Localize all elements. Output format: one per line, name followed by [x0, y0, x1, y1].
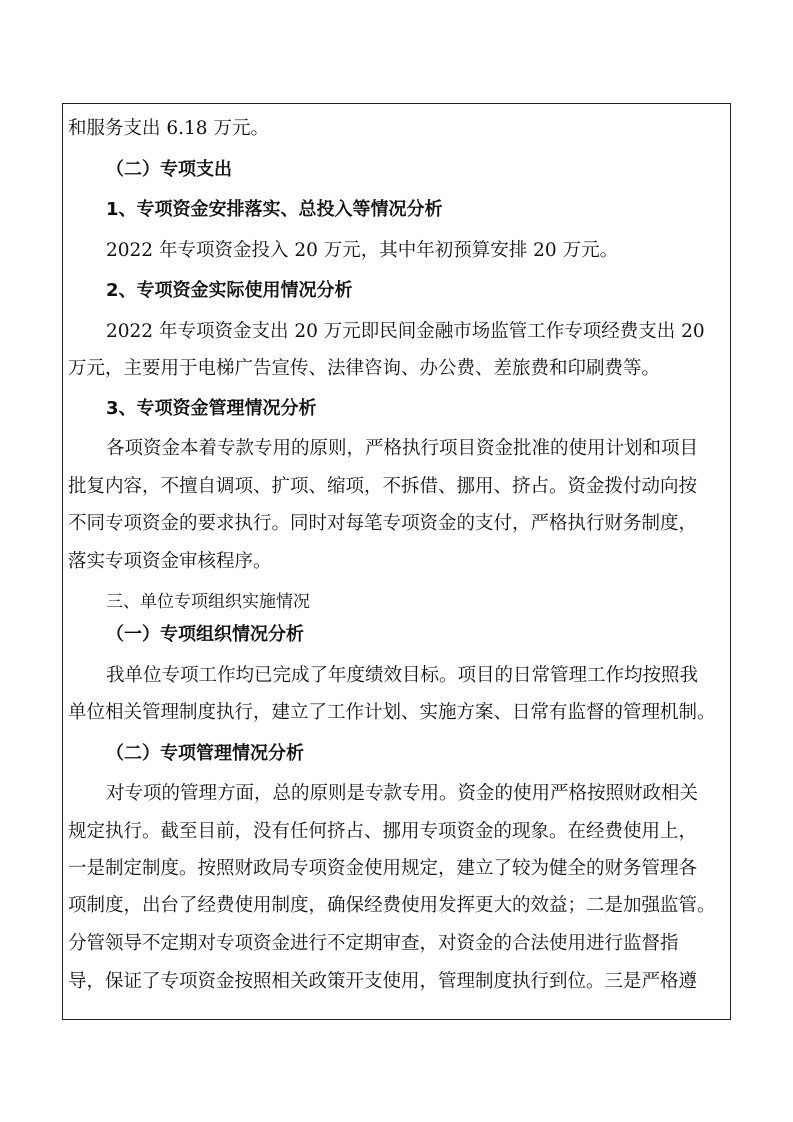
text-line: 导，保证了专项资金按照相关政策开支使用，管理制度执行到位。三是严格遵 — [68, 971, 698, 992]
text-line: 一是制定制度。按照财政局专项资金使用规定，建立了较为健全的财务管理各 — [68, 858, 698, 879]
text-line: 2022 年专项资金投入 20 万元，其中年初预算安排 20 万元。 — [106, 240, 619, 261]
section-heading: （一）专项组织情况分析 — [106, 624, 304, 645]
section-heading: （二）专项管理情况分析 — [106, 743, 304, 764]
subsection-heading: 1、专项资金安排落实、总投入等情况分析 — [106, 199, 443, 220]
text-line: 落实专项资金审核程序。 — [68, 551, 272, 572]
text-line: 分管领导不定期对专项资金进行不定期审查，对资金的合法使用进行监督指 — [68, 933, 679, 954]
text-line: 2022 年专项资金支出 20 万元即民间金融市场监管工作专项经费支出 20 — [106, 321, 705, 342]
subsection-heading: 2、专项资金实际使用情况分析 — [106, 280, 353, 301]
subsection-heading: 3、专项资金管理情况分析 — [106, 398, 317, 419]
text-line: 单位相关管理制度执行，建立了工作计划、实施方案、日常有监督的管理机制。 — [68, 702, 716, 723]
text-line: 对专项的管理方面，总的原则是专款专用。资金的使用严格按照财政相关 — [106, 783, 699, 804]
text-line: 规定执行。截至目前，没有任何挤占、挪用专项资金的现象。在经费使用上， — [68, 821, 698, 842]
text-line: 不同专项资金的要求执行。同时对每笔专项资金的支付，严格执行财务制度， — [68, 513, 698, 534]
text-line: 各项资金本着专款专用的原则，严格执行项目资金批准的使用计划和项目 — [106, 438, 699, 459]
text-line: 我单位专项工作均已完成了年度绩效目标。项目的日常管理工作均按照我 — [106, 665, 699, 686]
section-heading: （二）专项支出 — [106, 159, 232, 180]
text-line: 项制度，出台了经费使用制度，确保经费使用发挥更大的效益；二是加强监管。 — [68, 895, 716, 916]
text-line: 批复内容，不擅自调项、扩项、缩项，不拆借、挪用、挤占。资金拨付动向按 — [68, 476, 698, 497]
text-line: 和服务支出 6.18 万元。 — [68, 118, 269, 139]
text-line: 万元，主要用于电梯广告宣传、法律咨询、办公费、差旅费和印刷费等。 — [68, 358, 661, 379]
section-heading: 三、单位专项组织实施情况 — [106, 592, 310, 612]
